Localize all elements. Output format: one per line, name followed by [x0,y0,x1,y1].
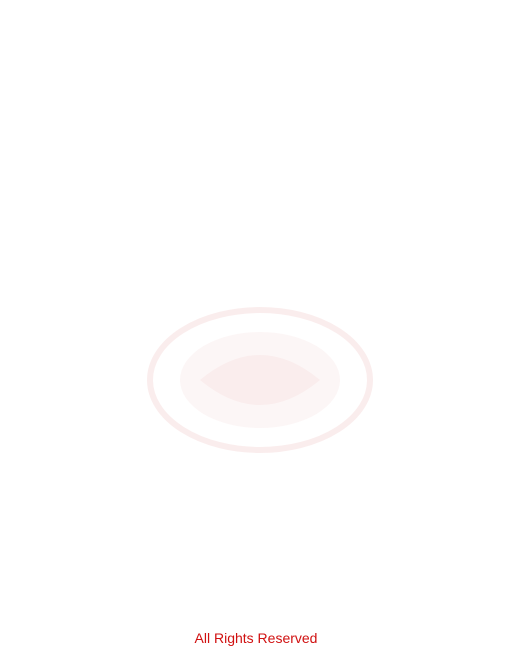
england-team-list [10,519,510,563]
article-headline [10,6,510,38]
footer [10,630,510,647]
west-indies-team-list [10,569,510,613]
article-body [10,44,510,513]
all-rights-reserved: All Rights Reserved [194,630,318,646]
